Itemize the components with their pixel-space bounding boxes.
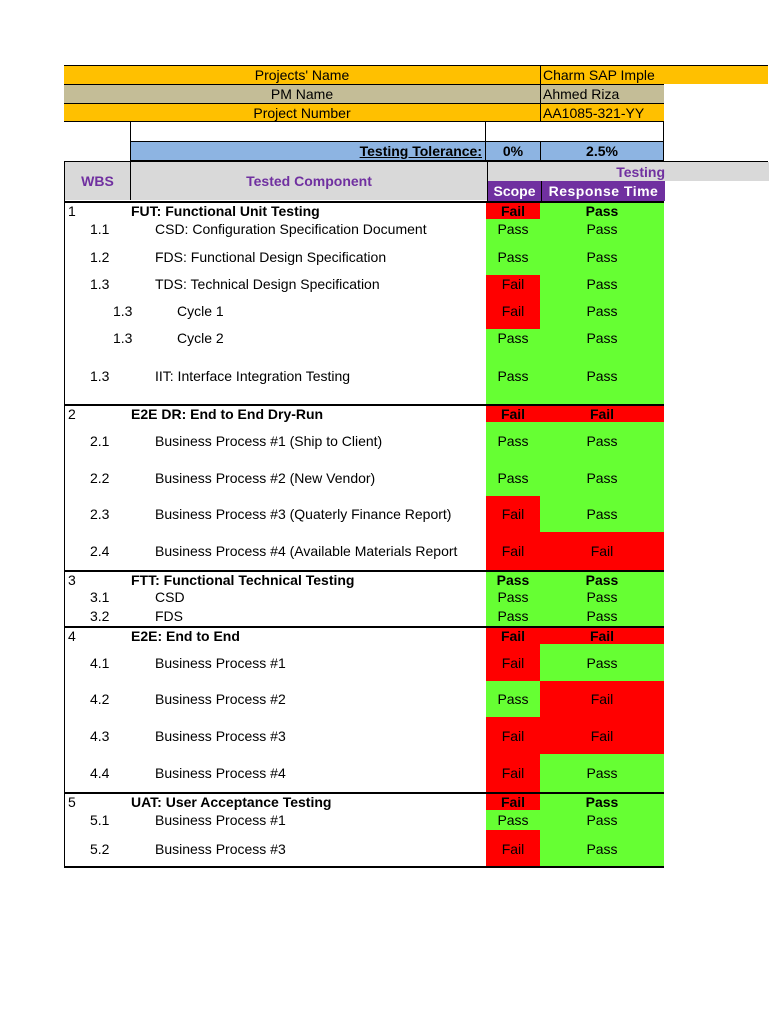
- scope-result-cell[interactable]: Fail: [486, 794, 540, 810]
- header-wbs: WBS: [65, 162, 131, 200]
- wbs-cell[interactable]: 1.3: [113, 303, 133, 319]
- table-row: [64, 532, 664, 570]
- table-row: [64, 201, 664, 219]
- response-time-result-cell[interactable]: Pass: [540, 459, 664, 496]
- scope-result-cell[interactable]: Fail: [486, 406, 540, 422]
- scope-result-cell[interactable]: Pass: [486, 606, 540, 626]
- info-row-project-name: [64, 65, 768, 84]
- response-time-result-cell[interactable]: Fail: [540, 532, 664, 570]
- scope-result-cell[interactable]: Fail: [486, 628, 540, 644]
- wbs-cell[interactable]: 5: [68, 794, 76, 810]
- component-cell[interactable]: Business Process #2: [155, 691, 286, 707]
- table-row: [64, 588, 664, 606]
- scope-result-cell[interactable]: Fail: [486, 717, 540, 754]
- response-time-result-cell[interactable]: Pass: [540, 572, 664, 588]
- wbs-cell[interactable]: 1.3: [113, 330, 133, 346]
- component-cell[interactable]: Business Process #1 (Ship to Client): [155, 432, 383, 449]
- table-row: [64, 219, 664, 238]
- component-cell[interactable]: Cycle 1: [177, 303, 224, 319]
- table-row: [64, 459, 664, 496]
- component-cell[interactable]: Business Process #1: [155, 654, 286, 671]
- component-cell[interactable]: Business Process #4 (Available Materials Report: [155, 543, 458, 559]
- header-response-time: Response Time: [541, 181, 665, 201]
- scope-result-cell[interactable]: Pass: [486, 459, 540, 496]
- scope-result-cell[interactable]: Fail: [486, 532, 540, 570]
- response-time-result-cell[interactable]: Pass: [540, 275, 664, 293]
- scope-result-cell[interactable]: Pass: [486, 219, 540, 238]
- header-tested-component: Tested Component: [131, 162, 487, 200]
- info-label: Projects' Name: [64, 66, 540, 84]
- response-time-result-cell[interactable]: Pass: [540, 644, 664, 681]
- wbs-cell[interactable]: 4.2: [90, 691, 110, 707]
- table-row: [64, 238, 664, 275]
- response-time-result-cell[interactable]: Pass: [540, 830, 664, 867]
- response-time-result-cell[interactable]: Pass: [540, 606, 664, 626]
- wbs-cell[interactable]: 4.4: [90, 765, 110, 781]
- response-time-result-cell[interactable]: Pass: [540, 293, 664, 329]
- response-time-result-cell[interactable]: Pass: [540, 203, 664, 219]
- wbs-cell[interactable]: 5.2: [90, 840, 110, 857]
- component-cell[interactable]: CSD: [155, 589, 185, 605]
- response-time-result-cell[interactable]: Fail: [540, 406, 664, 422]
- info-value[interactable]: Charm SAP Imple: [540, 66, 768, 84]
- spacer-cell: [540, 122, 664, 142]
- table-row: [64, 717, 664, 754]
- response-time-result-cell[interactable]: Pass: [540, 347, 664, 404]
- response-time-result-cell[interactable]: Pass: [540, 329, 664, 347]
- scope-result-cell[interactable]: Fail: [486, 830, 540, 867]
- info-label: Project Number: [64, 104, 540, 121]
- wbs-cell[interactable]: 1.3: [90, 276, 110, 292]
- wbs-cell[interactable]: 1: [68, 203, 76, 219]
- scope-result-cell[interactable]: Pass: [486, 681, 540, 717]
- component-cell[interactable]: FTT: Functional Technical Testing: [131, 572, 355, 588]
- tolerance-response[interactable]: 2.5%: [540, 141, 664, 161]
- component-cell[interactable]: IIT: Interface Integration Testing: [155, 367, 351, 384]
- wbs-cell[interactable]: 5.1: [90, 812, 110, 828]
- column-header-row: [64, 161, 768, 200]
- component-cell[interactable]: Cycle 2: [177, 330, 224, 346]
- response-time-result-cell[interactable]: Pass: [540, 754, 664, 792]
- spacer-row: [64, 122, 664, 142]
- component-cell[interactable]: E2E DR: End to End Dry-Run: [131, 406, 324, 422]
- wbs-cell[interactable]: 2.3: [90, 506, 110, 522]
- wbs-cell[interactable]: 4.3: [90, 727, 110, 744]
- component-cell[interactable]: Business Process #3 (Quaterly Finance Report): [155, 506, 452, 522]
- table-row: [64, 606, 664, 626]
- info-value[interactable]: AA1085-321-YY: [540, 104, 664, 121]
- table-row: [64, 329, 664, 347]
- info-value[interactable]: Ahmed Riza: [540, 85, 664, 103]
- header-testing: Testing: [487, 162, 769, 181]
- scope-result-cell[interactable]: Fail: [486, 496, 540, 532]
- component-cell[interactable]: E2E: End to End: [131, 628, 240, 644]
- table-left-border: [64, 200, 65, 867]
- component-cell[interactable]: Business Process #3: [155, 840, 286, 857]
- scope-result-cell[interactable]: Fail: [486, 203, 540, 219]
- scope-result-cell[interactable]: Fail: [486, 644, 540, 681]
- scope-result-cell[interactable]: Pass: [486, 329, 540, 347]
- scope-result-cell[interactable]: Pass: [486, 347, 540, 404]
- response-time-result-cell[interactable]: Pass: [540, 588, 664, 606]
- table-row: [64, 810, 664, 830]
- table-row: [64, 792, 664, 810]
- table-row: [64, 293, 664, 329]
- table-row: [64, 754, 664, 792]
- wbs-cell[interactable]: 1.2: [90, 248, 110, 265]
- wbs-cell[interactable]: 3: [68, 572, 76, 588]
- table-row: [64, 275, 664, 293]
- component-cell[interactable]: FUT: Functional Unit Testing: [131, 203, 320, 219]
- info-row-pm-name: [64, 84, 664, 103]
- tolerance-row: [64, 141, 664, 161]
- header-scope: Scope: [487, 181, 541, 201]
- table-row: [64, 404, 664, 422]
- table-row: [64, 570, 664, 588]
- wbs-cell[interactable]: 4: [68, 628, 76, 644]
- component-cell[interactable]: FDS: Functional Design Specification: [155, 248, 387, 265]
- table-row: [64, 422, 664, 459]
- scope-result-cell[interactable]: Fail: [486, 275, 540, 293]
- scope-result-cell[interactable]: Pass: [486, 572, 540, 588]
- response-time-result-cell[interactable]: Pass: [540, 219, 664, 238]
- wbs-cell[interactable]: 2.4: [90, 543, 110, 559]
- table-row: [64, 681, 664, 717]
- response-time-result-cell[interactable]: Fail: [540, 681, 664, 717]
- scope-result-cell[interactable]: Pass: [486, 422, 540, 459]
- table-row: [64, 830, 664, 867]
- component-cell[interactable]: CSD: Configuration Specification Document: [155, 220, 427, 237]
- info-row-project-number: [64, 103, 664, 122]
- scope-result-cell[interactable]: Pass: [486, 588, 540, 606]
- scope-result-cell[interactable]: Fail: [486, 754, 540, 792]
- component-cell[interactable]: FDS: [155, 608, 183, 624]
- table-bottom-border: [64, 866, 664, 868]
- response-time-result-cell[interactable]: Pass: [540, 794, 664, 810]
- component-cell[interactable]: Business Process #2 (New Vendor): [155, 469, 376, 486]
- response-time-result-cell[interactable]: Pass: [540, 810, 664, 830]
- table-row: [64, 347, 664, 404]
- scope-result-cell[interactable]: Fail: [486, 293, 540, 329]
- response-time-result-cell[interactable]: Fail: [540, 717, 664, 754]
- response-time-result-cell[interactable]: Pass: [540, 496, 664, 532]
- component-cell[interactable]: TDS: Technical Design Specification: [155, 276, 380, 292]
- response-time-result-cell[interactable]: Pass: [540, 238, 664, 275]
- table-row: [64, 644, 664, 681]
- tolerance-scope[interactable]: 0%: [486, 141, 540, 161]
- wbs-cell[interactable]: 3.1: [90, 589, 110, 605]
- component-cell[interactable]: UAT: User Acceptance Testing: [131, 794, 332, 810]
- wbs-cell[interactable]: 1.1: [90, 220, 110, 237]
- tolerance-label: Testing Tolerance:: [130, 141, 486, 161]
- wbs-cell[interactable]: 1.3: [90, 367, 110, 384]
- component-cell[interactable]: Business Process #4: [155, 765, 286, 781]
- table-row: [64, 626, 664, 644]
- info-label: PM Name: [64, 85, 540, 103]
- response-time-result-cell[interactable]: Pass: [540, 422, 664, 459]
- response-time-result-cell[interactable]: Fail: [540, 628, 664, 644]
- spacer-cell: [130, 122, 486, 142]
- wbs-cell[interactable]: 3.2: [90, 608, 110, 624]
- component-cell[interactable]: Business Process #1: [155, 812, 286, 828]
- wbs-cell[interactable]: 2.1: [90, 432, 110, 449]
- scope-result-cell[interactable]: Pass: [486, 238, 540, 275]
- component-cell[interactable]: Business Process #3: [155, 727, 286, 744]
- scope-result-cell[interactable]: Pass: [486, 810, 540, 830]
- wbs-cell[interactable]: 2: [68, 406, 76, 422]
- table-row: [64, 496, 664, 532]
- wbs-cell[interactable]: 4.1: [90, 654, 110, 671]
- wbs-cell[interactable]: 2.2: [90, 469, 110, 486]
